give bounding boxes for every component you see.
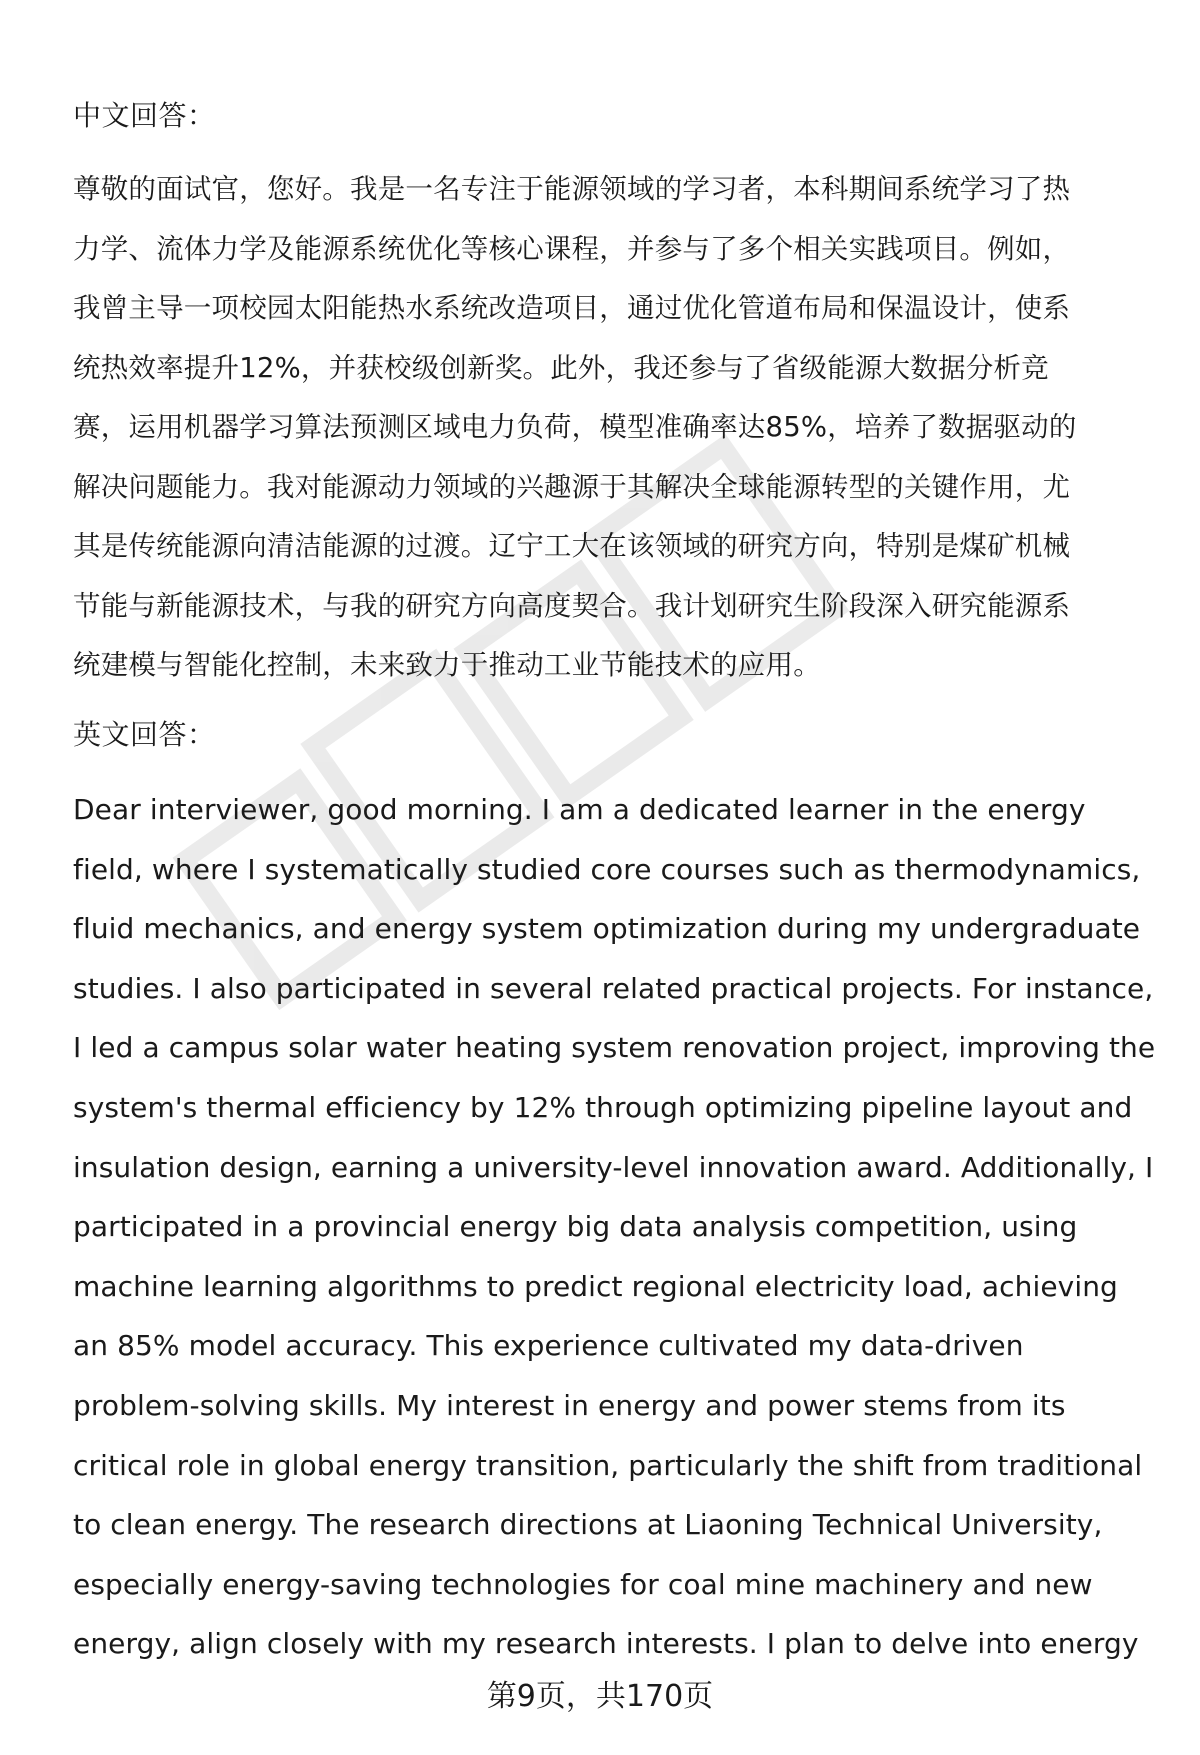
en-line: especially energy-saving technologies for coal mine machinery and new	[73, 1567, 1093, 1601]
cn-line: 力学、流体力学及能源系统优化等核心课程，并参与了多个相关实践项目。例如，	[73, 232, 1071, 265]
en-line: to clean energy. The research directions at Liaoning Technical University,	[73, 1508, 1103, 1542]
en-line: system's thermal efficiency by 12% through optimizing pipeline layout and	[73, 1090, 1133, 1124]
page-number-footer: 第9页，共170页	[486, 1679, 714, 1714]
en-line: fluid mechanics, and energy system optimization during my undergraduate	[73, 912, 1141, 946]
en-line: participated in a provincial energy big data analysis competition, using	[73, 1210, 1078, 1244]
cn-line: 解决问题能力。我对能源动力领域的兴趣源于其解决全球能源转型的关键作用，尤	[73, 470, 1071, 503]
english-answer-heading: 英文回答：	[73, 718, 216, 751]
cn-line: 其是传统能源向清洁能源的过渡。辽宁工大在该领域的研究方向，特别是煤矿机械	[73, 530, 1071, 562]
cn-line: 统建模与智能化控制，未来致力于推动工业节能技术的应用。	[73, 649, 821, 681]
en-line: machine learning algorithms to predict regional electricity load, achieving	[73, 1269, 1118, 1303]
cn-line: 我曾主导一项校园太阳能热水系统改造项目，通过优化管道布局和保温设计，使系	[73, 292, 1071, 324]
en-line: an 85% model accuracy. This experience cultivated my data-driven	[73, 1329, 1024, 1363]
en-line: field, where I systematically studied core courses such as thermodynamics,	[73, 852, 1141, 886]
en-line: I led a campus solar water heating system renovation project, improving the	[73, 1031, 1156, 1065]
cn-line: 统热效率提升12%，并获校级创新奖。此外，我还参与了省级能源大数据分析竞	[73, 351, 1049, 384]
en-line: problem-solving skills. My interest in energy and power stems from its	[73, 1388, 1066, 1422]
en-line: insulation design, earning a university-level innovation award. Additionally, I	[73, 1150, 1154, 1184]
en-line: energy, align closely with my research interests. I plan to delve into energy	[73, 1627, 1139, 1661]
en-line: critical role in global energy transition, particularly the shift from traditional	[73, 1448, 1143, 1482]
cn-line: 尊敬的面试官，您好。我是一名专注于能源领域的学习者，本科期间系统学习了热	[73, 173, 1071, 205]
english-answer-body	[73, 780, 1168, 1674]
chinese-answer-body	[73, 160, 1153, 696]
cn-line: 赛，运用机器学习算法预测区域电力负荷，模型准确率达85%，培养了数据驱动的	[73, 411, 1077, 443]
en-line: Dear interviewer, good morning. I am a dedicated learner in the energy	[73, 793, 1086, 826]
en-line: studies. I also participated in several related practical projects. For instance,	[73, 971, 1154, 1005]
cn-line: 节能与新能源技术，与我的研究方向高度契合。我计划研究生阶段深入研究能源系	[73, 589, 1071, 622]
chinese-answer-heading: 中文回答：	[73, 99, 216, 132]
